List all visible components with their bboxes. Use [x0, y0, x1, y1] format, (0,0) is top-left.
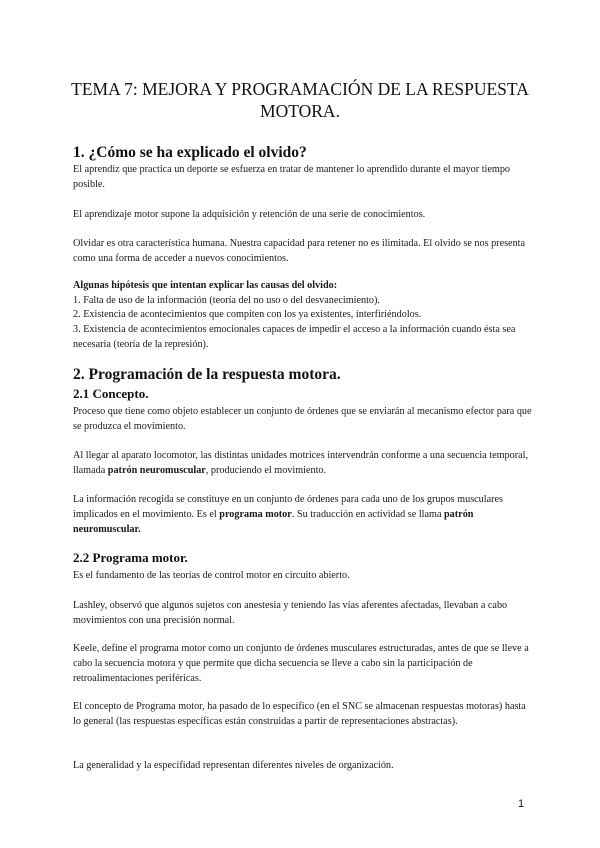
program-paragraph-4: El concepto de Programa motor, ha pasado de lo específico (en el SNC se almacenan respuestas motoras) hasta lo general (las respuestas específicas están construidas a partir de representaciones abstractas). [73, 701, 526, 727]
hypothesis-item-1: 1. Falta de uso de la información (teoría del no uso o del desvanecimiento). [73, 295, 380, 306]
section-1-paragraph-1: El aprendiz que practica un deporte se esfuerza en tratar de mantener lo aprendido durante el mayor tiempo posible. [73, 164, 511, 190]
section-1-paragraph-2: El aprendizaje motor supone la adquisición y retención de una serie de conocimientos. [73, 209, 426, 220]
program-paragraph-2: Lashley, observó que algunos sujetos con anestesia y teniendo las vías aferentes afectadas, llevaban a cabo movimientos con una precisión normal. [73, 600, 508, 626]
program-paragraph-3: Keele, define el programa motor como un conjunto de órdenes musculares estructuradas, antes de que se lleve a cabo la secuencia motora y que permite que dicha secuencia se lleve a cabo sin la participación de retroalimentaciones periféricas. [73, 643, 529, 684]
section-1-paragraph-3: Olvidar es otra característica humana. Nuestra capacidad para retener no es ilimitada. El olvido se nos presenta como una forma de acceder a nuevos conocimientos. [73, 238, 526, 264]
page-title: TEMA 7: MEJORA Y PROGRAMACIÓN DE LA RESPUESTA MOTORA. [71, 79, 529, 121]
concept-paragraph-3: La información recogida se constituye en un conjunto de órdenes para cada uno de los grupos musculares implicados en el movimiento. Es el programa motor. Su traducción en actividad se llama patrón neuromuscular. [73, 494, 503, 535]
section-1-heading: 1. ¿Cómo se ha explicado el olvido? [73, 144, 307, 161]
page-number: 1 [518, 798, 525, 810]
hypothesis-item-3: 3. Existencia de acontecimientos emocionales capaces de impedir el acceso a la información cuando ésta sea necesaria (teoría de la represión). [73, 324, 516, 350]
concept-paragraph-1: Proceso que tiene como objeto establecer un conjunto de órdenes que se enviarán al mecanismo efector para que se produzca el movimiento. [73, 406, 532, 432]
subsection-2-2-heading: 2.2 Programa motor. [73, 550, 188, 565]
hypothesis-item-2: 2. Existencia de acontecimientos que compiten con los ya existentes, interfiriéndolos. [73, 309, 422, 320]
concept-paragraph-2: Al llegar al aparato locomotor, las distintas unidades motrices intervendrán conforme a una secuencia temporal, llamada patrón neuromuscular, produciendo el movimiento. [73, 450, 529, 476]
program-paragraph-5: La generalidad y la especifidad representan diferentes niveles de organización. [73, 760, 394, 771]
program-paragraph-1: Es el fundamento de las teorías de control motor en circuito abierto. [73, 570, 350, 581]
hypotheses-title: Algunas hipótesis que intentan explicar las causas del olvido: [73, 280, 338, 291]
section-2-heading: 2. Programación de la respuesta motora. [73, 366, 341, 383]
subsection-2-1-heading: 2.1 Concepto. [73, 386, 149, 401]
